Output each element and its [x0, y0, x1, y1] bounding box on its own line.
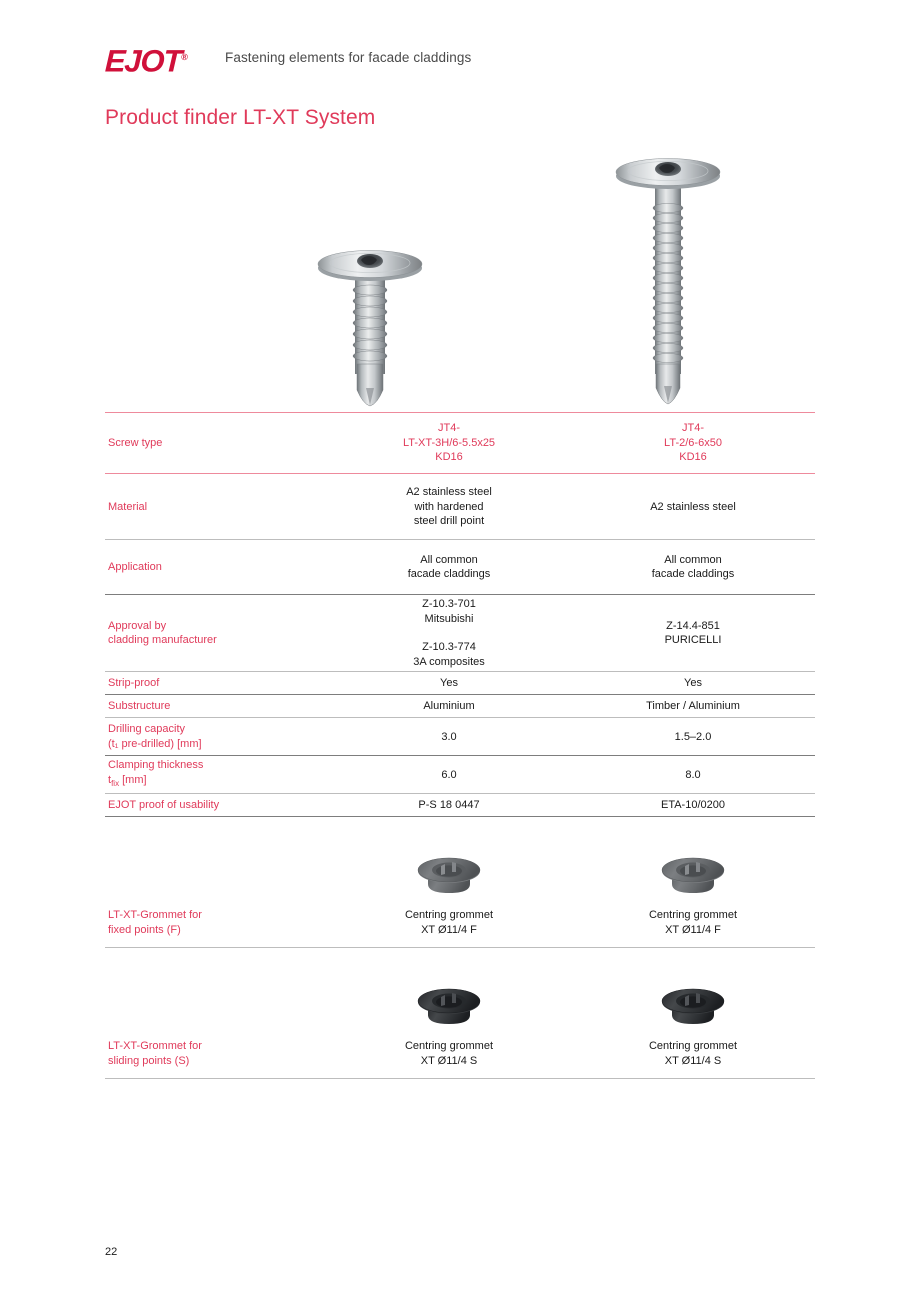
- screw-type-line-3: KD16: [679, 451, 707, 464]
- drilling-label-line-2: (t₁ pre-drilled) [mm]: [108, 737, 202, 750]
- table-row-approval: [105, 595, 815, 671]
- table-row-grommet-sliding: [105, 948, 815, 1078]
- product-image-band: [105, 140, 815, 412]
- row-value-clamping-thickness-col2: 8.0: [685, 768, 701, 781]
- material-line-1: A2 stainless steel: [406, 486, 492, 499]
- material-line-1: A2 stainless steel: [650, 500, 736, 513]
- table-row-strip-proof: [105, 672, 815, 694]
- row-value-drilling-capacity-col1: 3.0: [441, 730, 457, 743]
- row-label-drilling-capacity: [105, 722, 327, 751]
- table-row-application: [105, 540, 815, 594]
- row-label-substructure: Substructure: [108, 700, 171, 713]
- row-value-approval-col2: [571, 619, 815, 648]
- row-value-grommet-sliding-col1: [327, 948, 571, 1078]
- grommet-sliding-black-icon: [416, 984, 482, 1030]
- row-label-approval: [105, 619, 327, 648]
- row-label-application: Application: [108, 561, 162, 574]
- clamping-label-line-2: $t_{fix}$ [mm]: [108, 773, 147, 788]
- grommet-fixed-label-line-2: fixed points (F): [108, 923, 181, 936]
- row-value-clamping-thickness-col1: 6.0: [441, 768, 457, 781]
- row-value-proof-of-usability-col2: ETA-10/0200: [660, 799, 725, 812]
- approval-line-1: Z-10.3-701: [422, 598, 476, 611]
- application-line-2: facade claddings: [407, 568, 491, 581]
- row-value-screw-type-col1: [327, 421, 571, 465]
- approval-line-5: 3A composites: [413, 655, 485, 668]
- grommet-fixed-label-line-1: LT-XT-Grommet for: [108, 909, 202, 922]
- application-line-1: All common: [420, 553, 478, 566]
- row-value-substructure-col2: Timber / Aluminium: [646, 700, 740, 713]
- grommet-sliding-label-line-2: sliding points (S): [108, 1054, 190, 1067]
- grommet-fixed-grey-icon: [416, 853, 482, 899]
- clamping-label-line-1: Clamping thickness: [108, 759, 204, 772]
- registered-trademark-icon: ®: [181, 52, 189, 62]
- clamping-subscript: fix: [111, 778, 120, 788]
- page-header: [105, 40, 815, 82]
- product-image-screw-2: [548, 140, 788, 412]
- grommet-fixed-line-1: Centring grommet: [404, 909, 494, 922]
- row-label-grommet-sliding: [105, 1039, 327, 1078]
- row-value-screw-type-col2: [571, 421, 815, 465]
- table-row-material: [105, 474, 815, 539]
- grommet-fixed-text-col1: [405, 908, 493, 937]
- grommet-fixed-line-2: XT Ø11/4 F: [421, 923, 477, 936]
- screw-lt-xt-3h-short-icon: [311, 238, 429, 408]
- row-value-material-col2: [571, 500, 815, 515]
- grommet-sliding-line-2: XT Ø11/4 S: [664, 1054, 722, 1067]
- drilling-label-line-1: Drilling capacity: [108, 723, 186, 736]
- row-value-grommet-fixed-col2: [571, 817, 815, 947]
- logo-wordmark: EJOT: [104, 43, 182, 79]
- grommet-fixed-line-2: XT Ø11/4 F: [665, 923, 721, 936]
- grommet-sliding-text-col1: [405, 1039, 493, 1068]
- row-label-material: Material: [108, 500, 148, 513]
- application-line-1: All common: [664, 553, 722, 566]
- row-label-clamping-thickness: [105, 758, 327, 791]
- table-row-screw-type: [105, 413, 815, 473]
- application-line-2: facade claddings: [651, 568, 735, 581]
- ejot-logo: [104, 40, 188, 78]
- row-label-proof-of-usability: EJOT proof of usability: [108, 799, 220, 812]
- material-line-3: steel drill point: [413, 515, 485, 528]
- table-row-clamping-thickness: [105, 756, 815, 793]
- row-value-grommet-fixed-col1: [327, 817, 571, 947]
- row-value-application-col1: [327, 553, 571, 582]
- header-tagline: Fastening elements for facade claddings: [225, 50, 472, 65]
- grommet-sliding-line-1: Centring grommet: [648, 1040, 738, 1053]
- screw-type-line-2: LT-XT-3H/6-5.5x25: [402, 436, 496, 449]
- screw-lt-2-long-icon: [609, 146, 727, 408]
- table-row-grommet-fixed: [105, 817, 815, 947]
- grommet-sliding-black-icon: [660, 984, 726, 1030]
- material-line-2: with hardened: [414, 500, 484, 513]
- table-row-proof-of-usability: [105, 794, 815, 816]
- row-value-application-col2: [571, 553, 815, 582]
- screw-type-line-3: KD16: [435, 451, 463, 464]
- approval-label-line-1: Approval by: [108, 619, 167, 632]
- approval-spacer: [327, 626, 571, 640]
- row-value-material-col1: [327, 485, 571, 529]
- grommet-sliding-line-1: Centring grommet: [404, 1040, 494, 1053]
- table-row-drilling-capacity: [105, 718, 815, 755]
- approval-line-2: Mitsubishi: [424, 612, 474, 625]
- screw-type-line-1: JT4-: [438, 422, 460, 435]
- grommet-sliding-text-col2: [649, 1039, 737, 1068]
- screw-type-line-1: JT4-: [682, 422, 704, 435]
- grommet-fixed-line-1: Centring grommet: [648, 909, 738, 922]
- row-value-proof-of-usability-col1: P-S 18 0447: [418, 799, 480, 812]
- row-value-strip-proof-col2: Yes: [684, 677, 702, 690]
- row-value-strip-proof-col1: Yes: [440, 677, 458, 690]
- row-value-substructure-col1: Aluminium: [423, 700, 475, 713]
- row-label-grommet-fixed: [105, 908, 327, 947]
- table-divider-bottom: [105, 1078, 815, 1079]
- product-image-screw-1: [250, 140, 490, 412]
- approval-line-1: Z-14.4-851: [666, 619, 720, 632]
- grommet-fixed-grey-icon: [660, 853, 726, 899]
- page-title: Product finder LT-XT System: [105, 106, 376, 129]
- row-label-screw-type: Screw type: [108, 436, 163, 449]
- row-value-drilling-capacity-col2: 1.5–2.0: [674, 730, 712, 743]
- approval-label-line-2: cladding manufacturer: [108, 634, 217, 647]
- grommet-sliding-line-2: XT Ø11/4 S: [420, 1054, 478, 1067]
- grommet-fixed-text-col2: [649, 908, 737, 937]
- approval-line-2: PURICELLI: [664, 634, 722, 647]
- page-number: 22: [105, 1246, 118, 1258]
- specification-table: [105, 412, 815, 1079]
- grommet-sliding-label-line-1: LT-XT-Grommet for: [108, 1040, 202, 1053]
- table-row-substructure: [105, 695, 815, 717]
- row-value-grommet-sliding-col2: [571, 948, 815, 1078]
- row-label-strip-proof: Strip-proof: [108, 677, 160, 690]
- approval-line-4: Z-10.3-774: [422, 641, 476, 654]
- screw-type-line-2: LT-2/6-6x50: [664, 436, 722, 449]
- row-value-approval-col1: [327, 597, 571, 669]
